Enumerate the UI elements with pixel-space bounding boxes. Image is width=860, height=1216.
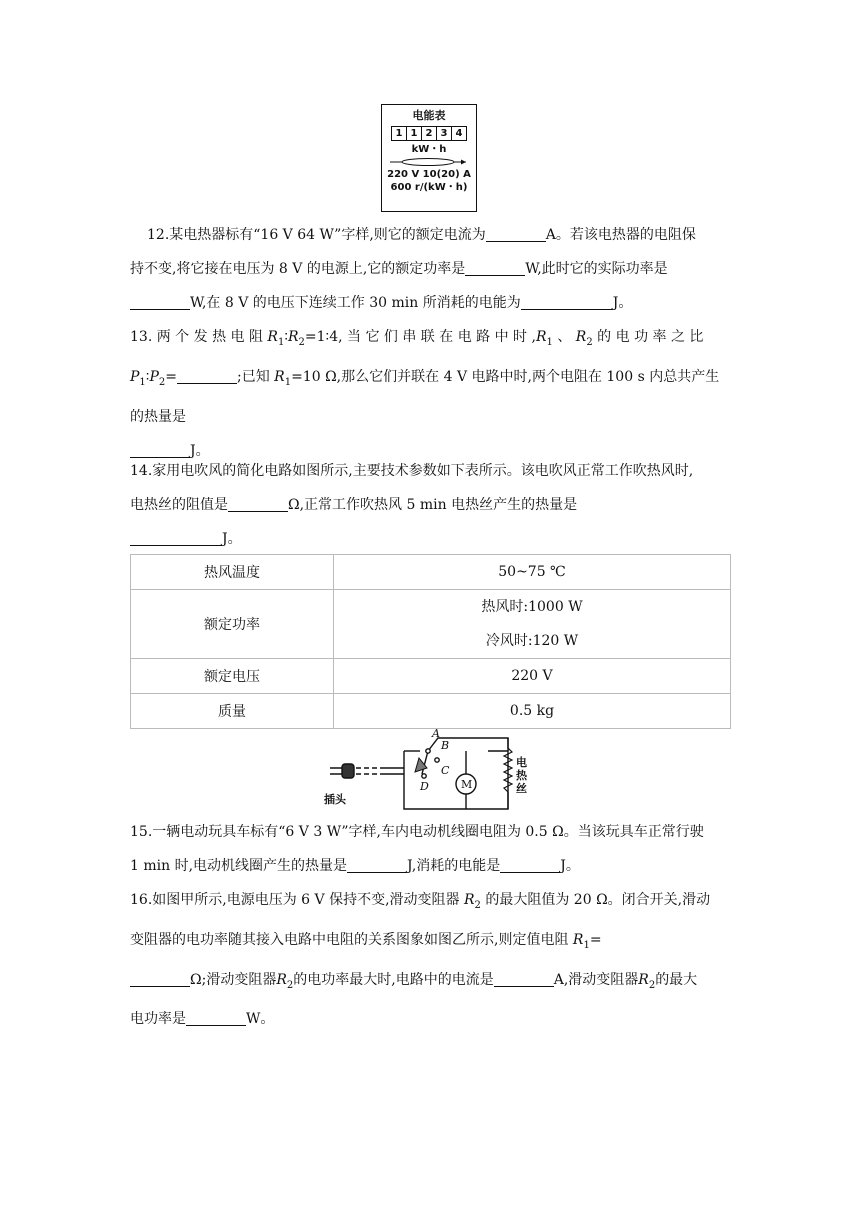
q12-text: J。 bbox=[612, 295, 633, 311]
subscript: 1 bbox=[277, 336, 285, 348]
switch-point-a: A bbox=[432, 728, 440, 740]
q12-text: W,此时它的实际功率是 bbox=[525, 261, 668, 277]
q16-text: 16.如图甲所示,电源电压为 6 V 保持不变,滑动变阻器 bbox=[130, 892, 464, 908]
heater-label: 电 bbox=[516, 756, 527, 769]
heater-label: 丝 bbox=[516, 782, 527, 795]
plug-label: 插头 bbox=[324, 793, 346, 806]
answer-blank[interactable] bbox=[228, 495, 288, 512]
q13-text: = bbox=[165, 368, 177, 385]
table-cell bbox=[334, 590, 731, 659]
q15-text: 15.一辆电动玩具车标有“6 V 3 W”字样,车内电动机线圈电阻为 0.5 Ω。当该玩具车正常行驶 bbox=[130, 824, 704, 840]
table-cell: 220 V bbox=[334, 659, 731, 694]
meter-digit: 1 bbox=[391, 126, 407, 141]
meter-unit: kW・h bbox=[411, 144, 447, 155]
question-13 bbox=[130, 320, 730, 468]
q15-text: 1 min 时,电动机线圈产生的热量是 bbox=[130, 858, 348, 874]
answer-blank[interactable] bbox=[347, 856, 407, 873]
meter-spec-revolutions: 600 r/(kW・h) bbox=[390, 182, 468, 193]
q16-text: = bbox=[589, 931, 602, 948]
subscript: 2 bbox=[158, 376, 166, 388]
question-14 bbox=[130, 454, 730, 556]
q13-text: =10 Ω,那么它们并联在 4 V 电路中时,两个电阻在 100 s 内总共产生 bbox=[291, 368, 720, 385]
meter-digit: 2 bbox=[421, 126, 437, 141]
table-row bbox=[131, 590, 731, 659]
symbol-r: R bbox=[276, 971, 287, 988]
q16-text: 电功率是 bbox=[130, 1011, 186, 1028]
subscript: 2 bbox=[586, 336, 593, 348]
answer-blank[interactable] bbox=[130, 529, 222, 546]
table-cell: 额定功率 bbox=[131, 590, 334, 659]
q16-text: 变阻器的电功率随其接入电路中电阻的关系图象如图乙所示,则定值电阻 bbox=[130, 931, 573, 948]
symbol-p: P bbox=[130, 368, 140, 385]
question-16 bbox=[130, 883, 730, 1036]
symbol-r: R bbox=[288, 329, 299, 345]
subscript: 2 bbox=[298, 336, 305, 348]
subscript: 2 bbox=[474, 899, 481, 911]
answer-blank[interactable] bbox=[130, 970, 190, 987]
electric-meter-figure bbox=[381, 104, 477, 212]
q14-text: 电热丝的阻值是 bbox=[130, 497, 228, 513]
subscript: 1 bbox=[284, 376, 292, 388]
meter-digit: 1 bbox=[406, 126, 422, 141]
table-row bbox=[131, 659, 731, 694]
q16-text: 的最大阻值为 20 Ω。闭合开关,滑动 bbox=[480, 892, 711, 908]
hair-dryer-circuit-diagram bbox=[320, 728, 540, 812]
q16-text: A,滑动变阻器 bbox=[553, 971, 639, 988]
q12-text: 持不变,将它接在电压为 8 V 的电源上,它的额定功率是 bbox=[130, 261, 466, 277]
table-cell-line: 冷风时:120 W bbox=[485, 633, 579, 649]
q13-text: ∶ bbox=[145, 368, 150, 385]
table-cell-line: 热风时:1000 W bbox=[481, 599, 583, 615]
switch-point-d: D bbox=[420, 780, 429, 793]
q13-text: ∶ bbox=[284, 329, 288, 345]
symbol-p: P bbox=[149, 368, 159, 385]
table-row bbox=[131, 555, 731, 590]
q13-text: 的热量是 bbox=[130, 408, 186, 425]
table-cell: 热风温度 bbox=[131, 555, 334, 590]
q14-text: 14.家用电吹风的简化电路如图所示,主要技术参数如下表所示。该电吹风正常工作吹热风时, bbox=[130, 463, 694, 479]
subscript: 1 bbox=[583, 939, 590, 951]
symbol-r: R bbox=[267, 329, 278, 345]
meter-digit: 3 bbox=[436, 126, 452, 141]
q14-text: J。 bbox=[222, 531, 242, 547]
answer-blank[interactable] bbox=[130, 293, 190, 310]
question-15 bbox=[130, 815, 730, 883]
q13-text: 13. 两 个 发 热 电 阻 bbox=[130, 329, 268, 345]
answer-blank[interactable] bbox=[465, 259, 525, 276]
meter-rotor-disc-icon bbox=[388, 156, 470, 168]
table-cell: 额定电压 bbox=[131, 659, 334, 694]
meter-title: 电能表 bbox=[412, 109, 446, 122]
symbol-r: R bbox=[575, 329, 587, 345]
motor-label: M bbox=[461, 778, 473, 791]
meter-spec-rating: 220 V 10(20) A bbox=[387, 169, 471, 180]
q13-text: ;已知 bbox=[236, 368, 275, 385]
subscript: 2 bbox=[286, 979, 294, 991]
symbol-r: R bbox=[638, 971, 649, 988]
symbol-r: R bbox=[274, 368, 285, 385]
heater-label: 热 bbox=[516, 769, 527, 782]
answer-blank[interactable] bbox=[500, 856, 560, 873]
symbol-r: R bbox=[572, 931, 584, 948]
meter-digits bbox=[382, 126, 476, 141]
q12-text: W,在 8 V 的电压下连续工作 30 min 所消耗的电能为 bbox=[190, 295, 521, 311]
subscript: 1 bbox=[139, 376, 146, 388]
table-cell: 0.5 kg bbox=[334, 694, 731, 729]
hair-dryer-spec-table bbox=[130, 554, 731, 729]
answer-blank[interactable] bbox=[521, 293, 613, 310]
q13-text: J。 bbox=[190, 442, 210, 459]
answer-blank[interactable] bbox=[186, 1009, 246, 1026]
q16-text: 的电功率最大时,电路中的电流是 bbox=[293, 971, 494, 988]
subscript: 1 bbox=[546, 336, 553, 348]
answer-blank[interactable] bbox=[494, 970, 554, 987]
q13-text: 的 电 功 率 之 比 bbox=[592, 329, 704, 345]
table-cell: 50~75 ℃ bbox=[334, 555, 731, 590]
symbol-r: R bbox=[535, 329, 547, 345]
q16-text: Ω;滑动变阻器 bbox=[190, 971, 277, 988]
q12-text: A。若该电热器的电阻保 bbox=[545, 227, 696, 243]
table-cell: 质量 bbox=[131, 694, 334, 729]
q16-text: 的最大 bbox=[655, 971, 698, 988]
subscript: 2 bbox=[648, 979, 656, 991]
table-row bbox=[131, 694, 731, 729]
switch-point-c: C bbox=[441, 764, 450, 777]
q16-text: W。 bbox=[246, 1011, 275, 1028]
answer-blank[interactable] bbox=[486, 225, 546, 242]
q12-text: 12.某电热器标有“16 V 64 W”字样,则它的额定电流为 bbox=[147, 227, 486, 243]
symbol-r: R bbox=[463, 892, 475, 908]
switch-point-b: B bbox=[441, 739, 450, 752]
answer-blank[interactable] bbox=[177, 367, 237, 384]
meter-digit: 4 bbox=[451, 126, 467, 141]
q13-text: =1∶4, 当 它 们 串 联 在 电 路 中 时 , bbox=[304, 329, 536, 345]
q14-text: Ω,正常工作吹热风 5 min 电热丝产生的热量是 bbox=[288, 497, 578, 513]
q15-text: J。 bbox=[560, 858, 580, 874]
q13-text: 、 bbox=[552, 329, 576, 345]
question-12 bbox=[130, 218, 730, 320]
q15-text: J,消耗的电能是 bbox=[407, 858, 501, 874]
